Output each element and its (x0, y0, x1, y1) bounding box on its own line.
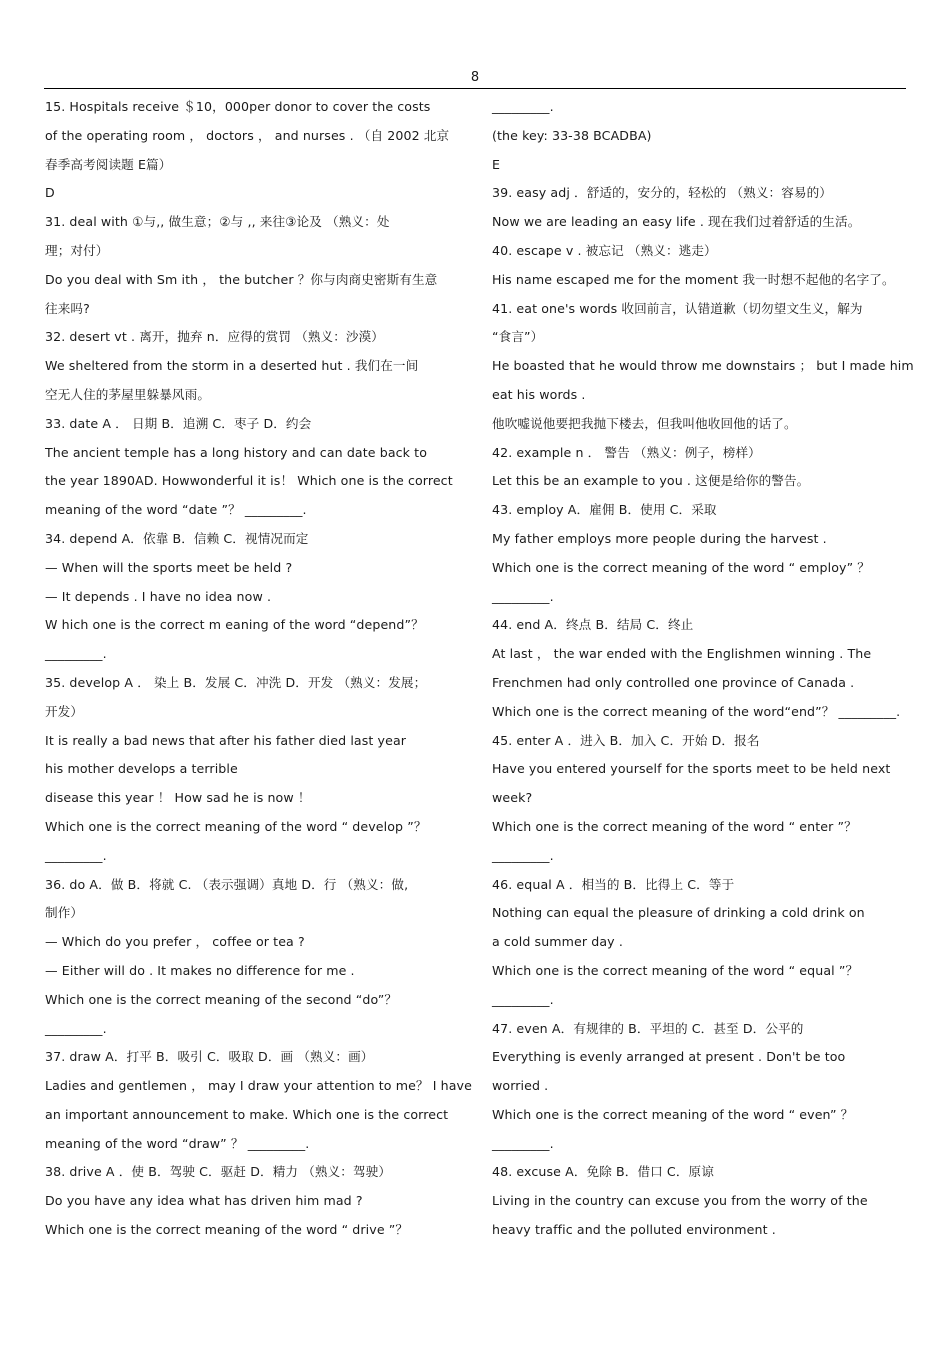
text-line: The ancient temple has a long history and can date back to (45, 444, 428, 460)
text-line: 开发） (45, 703, 84, 719)
text-line: an important announcement to make. Which one is the correct (45, 1106, 449, 1122)
text-line: — It depends . I have no idea now . (45, 588, 272, 604)
text-line: 39. easy adj ．舒适的，安分的，轻松的 （熟义：容易的） (492, 185, 833, 201)
text-line: _________. (492, 1135, 554, 1151)
text-line: 35. develop A ． 染上 B．发展 C．冲洗 D．开发 （熟义：发展； (45, 674, 427, 690)
text-line: He boasted that he would throw me downstairs ； but I made him (492, 358, 914, 374)
text-line: Which one is the correct meaning of the word “ employ” ？ (492, 559, 870, 575)
text-line: disease this year ！ How sad he is now ！ (45, 790, 311, 806)
text-line: His name escaped me for the moment 我一时想不起他的名字了。 (492, 271, 895, 287)
text-line: Everything is evenly arranged at present . Don't be too (492, 1049, 846, 1065)
text-line: 42. example n ． 警告 （熟义：例子，榜样） (492, 444, 761, 460)
text-line: _________. (492, 847, 554, 863)
text-line: 往来吗? (45, 300, 90, 316)
text-line: of the operating room ， doctors ， and nurses . （自 2002 北京 (45, 127, 450, 143)
text-line: 48. excuse A．免除 B．借口 C．原谅 (492, 1164, 714, 1180)
text-line: a cold summer day . (492, 934, 623, 950)
text-line: Frenchmen had only controlled one province of Canada . (492, 674, 855, 690)
text-line: 43. employ A．雇佣 B．使用 C．采取 (492, 502, 717, 518)
left-column (45, 93, 472, 1245)
page-number: 8 (470, 70, 480, 85)
text-line: 春季高考阅读题 E篇） (45, 156, 172, 172)
text-line: 31. deal with ①与,, 做生意；②与 ,, 来往③论及 （熟义：处 (45, 214, 390, 230)
text-line: 他吹嘘说他要把我抛下楼去，但我叫他收回他的话了。 (492, 415, 797, 431)
text-line: meaning of the word “date ”？ _________. (45, 502, 307, 518)
text-line: eat his words . (492, 386, 586, 402)
text-line: Do you deal with Sm ith ， the butcher ？你与肉商史密斯有生意 (45, 271, 438, 287)
text-line: worried . (492, 1078, 549, 1094)
text-line: _________. (492, 99, 554, 114)
text-line: Living in the country can excuse you from the worry of the (492, 1193, 868, 1209)
text-line: _________. (45, 1020, 107, 1036)
text-line: 46. equal A ．相当的 B．比得上 C．等于 (492, 876, 735, 892)
text-line: 36. do A．做 B．将就 C. （表示强调）真地 D．行 （熟义：做, (45, 876, 409, 892)
text-line: Which one is the correct meaning of the word “ drive ”？ (45, 1222, 409, 1238)
text-line: Which one is the correct meaning of the word“end”？ _________. (492, 703, 901, 719)
header-rule (44, 88, 906, 89)
text-line: _________. (492, 588, 554, 604)
text-line: week? (492, 790, 533, 806)
text-line: Which one is the correct meaning of the word “ equal ”？ (492, 962, 859, 978)
text-line: It is really a bad news that after his father died last year (45, 732, 407, 748)
right-column (492, 93, 914, 1245)
text-line: 15. Hospitals receive ＄10，000per donor to cover the costs (45, 99, 431, 114)
text-line: meaning of the word “draw” ？ _________. (45, 1135, 310, 1151)
text-line: 38. drive A ．使 B．驾驶 C．驱赶 D．精力 （熟义：驾驶） (45, 1164, 392, 1180)
text-line: heavy traffic and the polluted environment . (492, 1222, 776, 1238)
text-line: _________. (492, 991, 554, 1007)
text-line: 34. depend A．依靠 B．信赖 C．视情况而定 (45, 530, 309, 546)
text-line: Now we are leading an easy life . 现在我们过着舒适的生活。 (492, 214, 861, 230)
text-line: — Which do you prefer ， coffee or tea ? (45, 934, 305, 950)
text-line: My father employs more people during the harvest . (492, 530, 827, 546)
text-line: _________. (45, 646, 107, 662)
text-line: Ladies and gentlemen ， may I draw your attention to me？ I have (45, 1078, 472, 1094)
text-line: 45. enter A ．进入 B．加入 C．开始 D．报名 (492, 732, 760, 748)
text-line: Let this be an example to you . 这便是给你的警告。 (492, 473, 810, 489)
text-line: D (45, 185, 55, 201)
text-line: “食言”） (492, 329, 544, 345)
text-line: Nothing can equal the pleasure of drinking a cold drink on (492, 905, 865, 921)
text-line: We sheltered from the storm in a deserted hut . 我们在一间 (45, 358, 419, 374)
text-line: the year 1890AD. Howwonderful it is！ Which one is the correct (45, 473, 453, 489)
text-line: 制作） (45, 905, 84, 921)
text-line: Which one is the correct meaning of the second “do”？ (45, 991, 398, 1007)
text-line: — Either will do . It makes no difference for me . (45, 962, 355, 978)
text-line: Which one is the correct meaning of the word “ even” ？ (492, 1106, 854, 1122)
text-line: (the key: 33-38 BCADBA) (492, 127, 652, 143)
text-line: 37. draw A．打平 B．吸引 C．吸取 D．画 （熟义：画） (45, 1049, 374, 1065)
text-line: Which one is the correct meaning of the word “ enter ”？ (492, 818, 857, 834)
text-line: 44. end A．终点 B．结局 C．终止 (492, 617, 694, 633)
text-line: W hich one is the correct m eaning of the word “depend”？ (45, 617, 424, 633)
text-line: Have you entered yourself for the sports meet to be held next (492, 761, 891, 777)
text-line: E (492, 156, 501, 172)
text-line: At last ， the war ended with the Englishmen winning . The (492, 646, 872, 662)
text-line: — When will the sports meet be held ? (45, 559, 293, 575)
text-line: 空无人住的茅屋里躲暴风雨。 (45, 386, 211, 402)
text-line: 33. date A ． 日期 B．追溯 C．枣子 D．约会 (45, 415, 312, 431)
text-line: Which one is the correct meaning of the word “ develop ”？ (45, 818, 427, 834)
text-line: 40. escape v . 被忘记 （熟义：逃走） (492, 242, 717, 258)
text-line: 41. eat one's words 收回前言，认错道歉（切勿望文生义，解为 (492, 300, 863, 316)
text-line: his mother develops a terrible (45, 761, 238, 777)
text-line: Do you have any idea what has driven him mad ? (45, 1193, 363, 1209)
text-line: 理；对付） (45, 242, 109, 258)
text-line: _________. (45, 847, 107, 863)
text-line: 32. desert vt . 离开，抛弃 n．应得的赏罚 （熟义：沙漠） (45, 329, 384, 345)
text-line: 47. even A．有规律的 B．平坦的 C．甚至 D．公平的 (492, 1020, 804, 1036)
